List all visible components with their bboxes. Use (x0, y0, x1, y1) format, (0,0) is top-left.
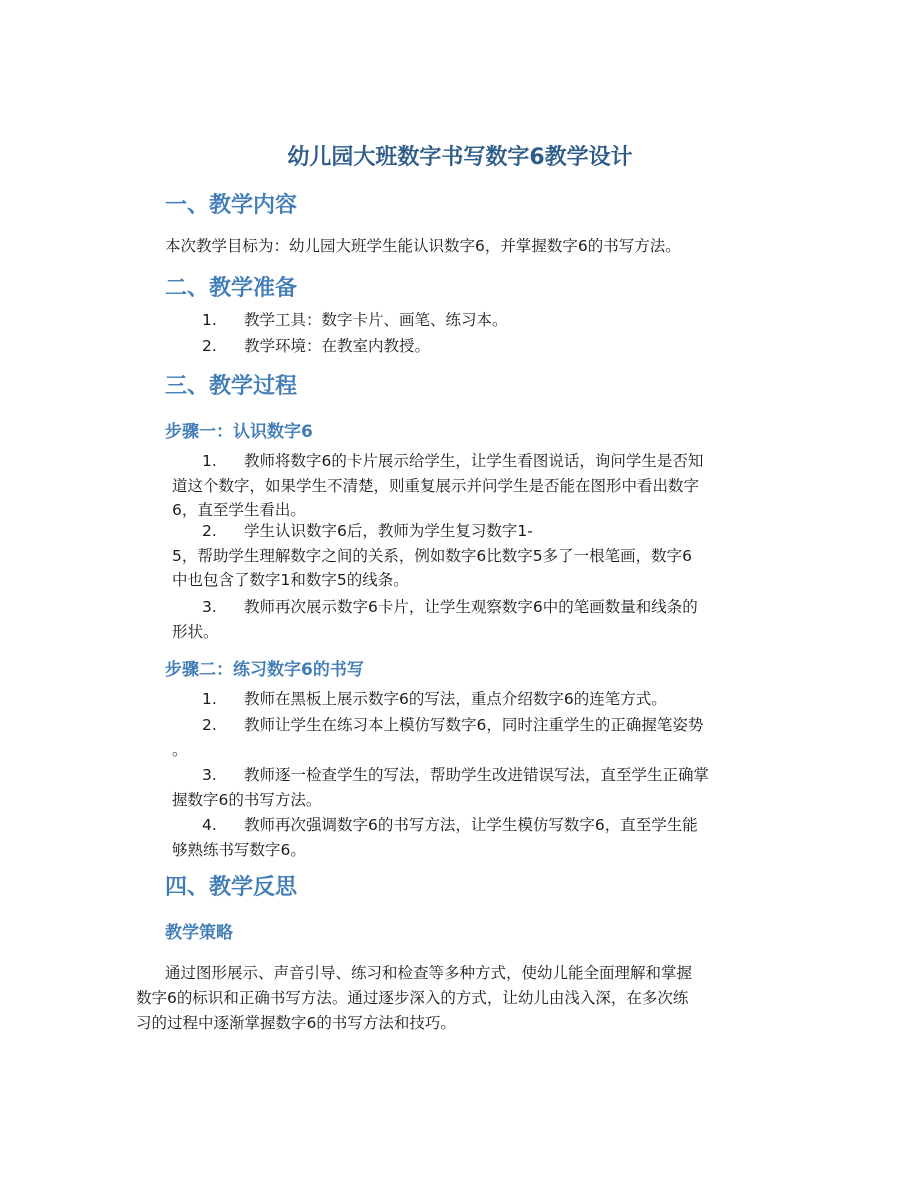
heading-step-one: 步骤一：认识数字6 (165, 422, 313, 442)
teaching-goal-paragraph: 本次教学目标为：幼儿园大班学生能认识数字6，并掌握数字6的书写方法。 (165, 237, 681, 255)
list-item (172, 813, 792, 862)
list-item-text: 教学环境：在教室内教授。 (244, 337, 431, 355)
list-item-text: 。 (172, 740, 188, 759)
list-item (172, 334, 792, 359)
reflection-line-3: 习的过程中逐渐掌握数字6的书写方法和技巧。 (136, 1014, 456, 1032)
list-item-text: 教师让学生在练习本上模仿写数字6，同时注重学生的正确握笔姿势 (244, 716, 704, 734)
heading-teaching-content: 一、教学内容 (165, 193, 298, 218)
list-item-text: 握数字6的书写方法。 (172, 790, 322, 809)
list-item-number: 2. (202, 522, 217, 540)
list-item-number: 4. (202, 816, 217, 834)
list-item-text: 教师再次强调数字6的书写方法，让学生模仿写数字6，直至学生能 (244, 816, 698, 834)
list-item-text: 够熟练书写数字6。 (172, 840, 306, 859)
list-item-text: 学生认识数字6后，教师为学生复习数字1- (244, 522, 533, 540)
list-item-number: 2. (202, 716, 217, 734)
list-item-text: 5，帮助学生理解数字之间的关系，例如数字6比数字5多了一根笔画，数字6 (172, 546, 692, 565)
list-item (172, 519, 792, 593)
list-item (172, 687, 792, 712)
heading-teaching-reflection: 四、教学反思 (165, 875, 298, 900)
list-item-text: 教师将数字6的卡片展示给学生，让学生看图说话，询问学生是否知 (244, 452, 704, 470)
list-item-text: 教师在黑板上展示数字6的写法，重点介绍数字6的连笔方式。 (244, 690, 667, 708)
list-item-number: 3. (202, 598, 217, 616)
list-item-number: 3. (202, 766, 217, 784)
list-item-number: 2. (202, 337, 217, 355)
heading-teaching-process: 三、教学过程 (165, 374, 298, 399)
list-item-number: 1. (202, 690, 217, 708)
list-item-text: 教师再次展示数字6卡片，让学生观察数字6中的笔画数量和线条的 (244, 598, 698, 616)
document-title: 幼儿园大班数字书写数字6教学设计 (287, 145, 633, 170)
list-item (172, 595, 792, 644)
list-item-text: 6，直至学生看出。 (172, 501, 306, 519)
reflection-line-2: 数字6的标识和正确书写方法。通过逐步深入的方式，让幼儿由浅入深，在多次练 (136, 989, 689, 1007)
list-item-text: 道这个数字，如果学生不清楚，则重复展示并问学生是否能在图形中看出数字 (172, 476, 700, 495)
list-item (172, 308, 792, 333)
list-item (172, 713, 792, 762)
list-item-text: 形状。 (172, 622, 219, 641)
list-item (172, 763, 792, 812)
heading-teaching-strategy: 教学策略 (165, 923, 233, 943)
list-item-number: 1. (202, 452, 217, 470)
list-item-number: 1. (202, 311, 217, 329)
list-item (172, 449, 792, 523)
heading-step-two: 步骤二：练习数字6的书写 (165, 660, 364, 680)
list-item-text: 中也包含了数字1和数字5的线条。 (172, 571, 409, 589)
heading-teaching-preparation: 二、教学准备 (165, 276, 298, 301)
list-item-text: 教师逐一检查学生的写法，帮助学生改进错误写法，直至学生正确掌 (244, 766, 710, 784)
reflection-line-1: 通过图形展示、声音引导、练习和检查等多种方式，使幼儿能全面理解和掌握 (165, 964, 693, 982)
list-item-text: 教学工具：数字卡片、画笔、练习本。 (244, 311, 508, 329)
